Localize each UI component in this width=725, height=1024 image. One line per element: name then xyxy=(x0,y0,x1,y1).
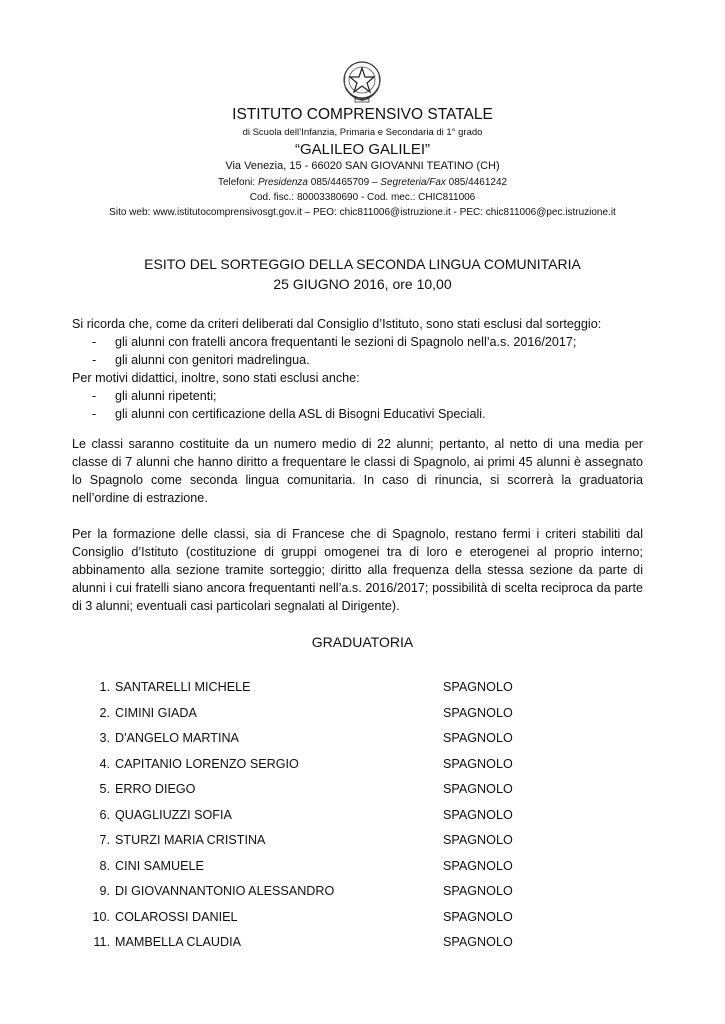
rank-number: 10. xyxy=(92,909,110,924)
student-name: CAPITANIO LORENZO SERGIO xyxy=(115,756,299,771)
tel-presidenza-label: Presidenza xyxy=(257,177,308,188)
rank-number: 3. xyxy=(99,731,110,745)
tel-prefix: Telefoni: xyxy=(217,177,258,188)
student-name: SANTARELLI MICHELE xyxy=(115,680,251,694)
school-contacts: Sito web: www.istitutocomprensivosgt.gov.it – PEO: chic811006@istruzione.it - PEC: chic811006@pec.istruzione.it xyxy=(109,207,616,218)
exclusion-text: gli alunni ripetenti; xyxy=(115,389,217,403)
exclusion-text: gli alunni con fratelli ancora frequentanti le sezioni di Spagnolo nell’a.s. 2016/2017; xyxy=(115,335,577,349)
rank-number: 8. xyxy=(99,858,110,873)
student-name: COLAROSSI DANIEL xyxy=(115,909,238,924)
student-name: MAMBELLA CLAUDIA xyxy=(115,935,241,949)
assigned-language: SPAGNOLO xyxy=(443,833,513,847)
rank-number: 5. xyxy=(99,782,110,796)
student-name: CIMINI GIADA xyxy=(115,705,197,720)
school-subtitle: di Scuola dell’Infanzia, Primaria e Secondaria di 1° grado xyxy=(242,127,483,138)
exclusion-item xyxy=(72,405,643,423)
tel-segreteria-label: Segreteria/Fax xyxy=(380,177,446,188)
document-title: ESITO DEL SORTEGGIO DELLA SECONDA LINGUA COMUNITARIA xyxy=(144,256,581,272)
student-name: QUAGLIUZZI SOFIA xyxy=(115,807,232,822)
rank-number: 1. xyxy=(99,680,110,694)
document-date: 25 GIUGNO 2016, ore 10,00 xyxy=(273,276,452,292)
rank-number: 6. xyxy=(99,807,110,822)
assigned-language: SPAGNOLO xyxy=(443,858,513,873)
assigned-language: SPAGNOLO xyxy=(443,756,513,771)
school-phones xyxy=(0,177,725,188)
exclusion-text: gli alunni con genitori madrelingua. xyxy=(115,353,310,367)
exclusions-intro: Si ricorda che, come da criteri deliberati dal Consiglio d’Istituto, sono stati esclusi dal sorteggio: xyxy=(72,317,602,331)
bullet-dash: - xyxy=(92,407,97,421)
assigned-language: SPAGNOLO xyxy=(443,935,513,949)
assigned-language: SPAGNOLO xyxy=(443,731,513,745)
assigned-language: SPAGNOLO xyxy=(443,909,513,924)
student-name: DI GIOVANNANTONIO ALESSANDRO xyxy=(115,884,335,898)
student-name: STURZI MARIA CRISTINA xyxy=(115,833,266,847)
rank-number: 7. xyxy=(99,833,110,847)
italian-republic-emblem-icon xyxy=(341,58,383,104)
school-address: Via Venezia, 15 - 66020 SAN GIOVANNI TEATINO (CH) xyxy=(225,160,500,172)
exclusion-item xyxy=(72,351,643,369)
assigned-language: SPAGNOLO xyxy=(443,680,513,694)
student-name: D'ANGELO MARTINA xyxy=(115,731,239,745)
student-name: CINI SAMUELE xyxy=(115,858,204,873)
bullet-dash: - xyxy=(92,335,97,349)
school-name: “GALILEO GALILEI” xyxy=(294,141,431,158)
rank-number: 9. xyxy=(99,884,110,898)
bullet-dash: - xyxy=(92,389,97,403)
tel-presidenza: 085/4465709 – xyxy=(308,177,381,188)
criteria-paragraph: Per la formazione delle classi, sia di Francese che di Spagnolo, restano fermi i criteri stabiliti dal Consiglio d’Istituto (costituzione di gruppi omogenei tra di loro e eterogenei al proprio interno; abbinamento alla sezione tramite sorteggio; diritto alla frequenza della stessa sezione da parte di alunni i cui fratelli siano ancora frequentanti nell’a.s. 2016/2017; possibilità di scelta reciproca da parte di 3 alunni; eventuali casi particolari segnalati al Dirigente). xyxy=(72,527,643,613)
school-title: ISTITUTO COMPRENSIVO STATALE xyxy=(232,106,493,123)
school-codes: Cod. fisc.: 80003380690 - Cod. mec.: CHIC811006 xyxy=(249,192,476,203)
graduatoria-title: GRADUATORIA xyxy=(311,634,414,650)
exclusion-item xyxy=(72,333,643,351)
assigned-language: SPAGNOLO xyxy=(443,807,513,822)
exclusion-text: gli alunni con certificazione della ASL di Bisogni Educativi Speciali. xyxy=(115,407,486,421)
bullet-dash: - xyxy=(92,353,97,367)
assigned-language: SPAGNOLO xyxy=(443,782,513,796)
student-name: ERRO DIEGO xyxy=(115,782,196,796)
exclusion-item xyxy=(72,387,643,405)
rank-number: 2. xyxy=(99,705,110,720)
tel-segreteria: 085/4461242 xyxy=(445,177,508,188)
rank-number: 4. xyxy=(99,756,110,771)
exclusions-intro-2: Per motivi didattici, inoltre, sono stati esclusi anche: xyxy=(72,371,360,385)
classes-paragraph: Le classi saranno costituite da un numero medio di 22 alunni; pertanto, al netto di una media per classe di 7 alunni che hanno diritto a frequentare le classi di Spagnolo, ai primi 45 alunni è assegnato lo Spagnolo come seconda lingua comunitaria. In caso di rinuncia, si scorrerà la graduatoria nell’ordine di estrazione. xyxy=(72,437,643,505)
rank-number: 11. xyxy=(93,935,110,949)
assigned-language: SPAGNOLO xyxy=(443,705,513,720)
exclusions-section xyxy=(72,315,643,423)
assigned-language: SPAGNOLO xyxy=(443,884,513,898)
